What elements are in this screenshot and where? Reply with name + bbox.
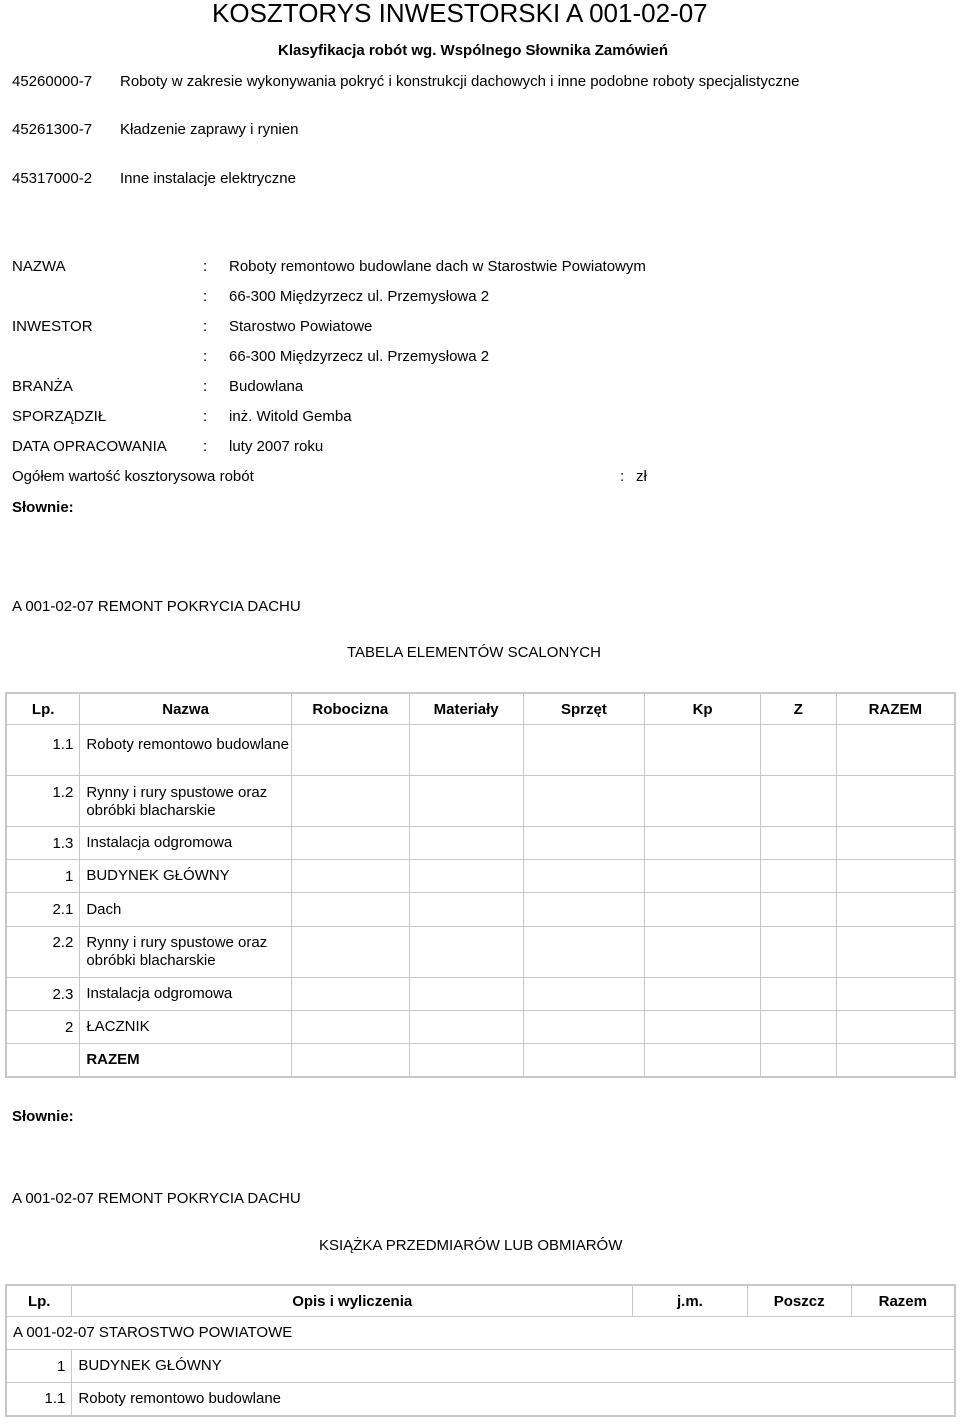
- column-header: Lp.: [6, 1285, 72, 1317]
- nazwa-label: NAZWA: [12, 258, 66, 275]
- inwestor-label: INWESTOR: [12, 318, 93, 335]
- row-name: Roboty remontowo budowlane: [80, 725, 292, 776]
- row-name: Roboty remontowo budowlane: [72, 1383, 955, 1416]
- colon: :: [203, 318, 208, 335]
- cpv-description: Roboty w zakresie wykonywania pokryć i konstrukcji dachowych i inne podobne roboty specjalistyczne: [120, 73, 800, 90]
- row-name: A 001-02-07 STAROSTWO POWIATOWE: [6, 1317, 955, 1350]
- row-lp: 2.3: [6, 978, 80, 1011]
- cpv-code: 45261300-7: [12, 121, 93, 138]
- table-row: [6, 893, 955, 927]
- cpv-code: 45260000-7: [12, 73, 93, 90]
- column-header: Robocizna: [291, 693, 409, 725]
- colon: :: [203, 378, 208, 395]
- column-header: Sprzęt: [523, 693, 645, 725]
- elements-table: [5, 692, 956, 1078]
- table-row: [6, 978, 955, 1011]
- colon: :: [203, 258, 208, 275]
- section-heading: A 001-02-07 REMONT POKRYCIA DACHU: [12, 1190, 301, 1207]
- table-row: [6, 927, 955, 978]
- row-lp: 1.2: [6, 776, 80, 827]
- table-header-row: [6, 693, 955, 725]
- row-lp: 2.2: [6, 927, 80, 978]
- column-header: Kp: [645, 693, 761, 725]
- column-header: Poszcz: [747, 1285, 851, 1317]
- table-row: [6, 827, 955, 860]
- row-name: Instalacja odgromowa: [80, 978, 292, 1011]
- table-title: KSIĄŻKA PRZEDMIARÓW LUB OBMIARÓW: [319, 1237, 623, 1254]
- row-lp: 1.3: [6, 827, 80, 860]
- colon: :: [203, 408, 208, 425]
- column-header: Razem: [851, 1285, 955, 1317]
- column-header: j.m.: [633, 1285, 748, 1317]
- table-row: [6, 1317, 955, 1350]
- table-row: [6, 860, 955, 893]
- colon: :: [203, 288, 208, 305]
- colon: :: [203, 438, 208, 455]
- row-lp: [6, 1044, 80, 1077]
- total-value-label: Ogółem wartość kosztorysowa robót: [12, 468, 254, 485]
- data-opracowania-label: DATA OPRACOWANIA: [12, 438, 167, 455]
- column-header: Opis i wyliczenia: [72, 1285, 633, 1317]
- table-row-total: [6, 1044, 955, 1077]
- table-header-row: [6, 1285, 955, 1317]
- table-row: [6, 1350, 955, 1383]
- row-lp: 2: [6, 1011, 80, 1044]
- row-lp: 2.1: [6, 893, 80, 927]
- row-name: BUDYNEK GŁÓWNY: [72, 1350, 955, 1383]
- row-name: ŁACZNIK: [80, 1011, 292, 1044]
- inwestor-address: 66-300 Międzyrzecz ul. Przemysłowa 2: [229, 348, 490, 365]
- sporzadzil-label: SPORZĄDZIŁ: [12, 408, 107, 425]
- row-lp: 1.1: [6, 725, 80, 776]
- branza-label: BRANŻA: [12, 378, 73, 395]
- nazwa-value: Roboty remontowo budowlane dach w Starostwie Powiatowym: [229, 258, 646, 275]
- sporzadzil-value: inż. Witold Gemba: [229, 408, 352, 425]
- row-name: BUDYNEK GŁÓWNY: [80, 860, 292, 893]
- document-title: KOSZTORYS INWESTORSKI A 001-02-07: [212, 0, 708, 28]
- row-name: Dach: [80, 893, 292, 927]
- data-opracowania-value: luty 2007 roku: [229, 438, 324, 455]
- row-name: Rynny i rury spustowe oraz obróbki blacharskie: [80, 776, 292, 827]
- total-value-currency: zł: [636, 468, 647, 485]
- row-lp: 1: [6, 1350, 72, 1383]
- column-header: Materiały: [409, 693, 523, 725]
- column-header: RAZEM: [836, 693, 955, 725]
- column-header: Lp.: [6, 693, 80, 725]
- table-title: TABELA ELEMENTÓW SCALONYCH: [347, 644, 601, 661]
- slownie-label: Słownie:: [12, 499, 74, 516]
- table-row: [6, 725, 955, 776]
- column-header: Nazwa: [80, 693, 292, 725]
- cpv-description: Kładzenie zaprawy i rynien: [120, 121, 299, 138]
- colon: :: [620, 468, 625, 485]
- cpv-description: Inne instalacje elektryczne: [120, 170, 296, 187]
- branza-value: Budowlana: [229, 378, 304, 395]
- row-name: Rynny i rury spustowe oraz obróbki blacharskie: [80, 927, 292, 978]
- inwestor-value: Starostwo Powiatowe: [229, 318, 373, 335]
- table-row: [6, 1383, 955, 1416]
- column-header: Z: [760, 693, 836, 725]
- classification-subtitle: Klasyfikacja robót wg. Wspólnego Słownika Zamówień: [278, 42, 669, 59]
- row-lp: 1: [6, 860, 80, 893]
- table-row: [6, 1011, 955, 1044]
- row-lp: 1.1: [6, 1383, 72, 1416]
- row-name: Instalacja odgromowa: [80, 827, 292, 860]
- colon: :: [203, 348, 208, 365]
- section-heading: A 001-02-07 REMONT POKRYCIA DACHU: [12, 598, 301, 615]
- row-name: RAZEM: [80, 1044, 292, 1077]
- measurements-table: [5, 1284, 956, 1417]
- nazwa-address: 66-300 Międzyrzecz ul. Przemysłowa 2: [229, 288, 490, 305]
- slownie-label: Słownie:: [12, 1108, 74, 1125]
- table-row: [6, 776, 955, 827]
- cpv-code: 45317000-2: [12, 170, 93, 187]
